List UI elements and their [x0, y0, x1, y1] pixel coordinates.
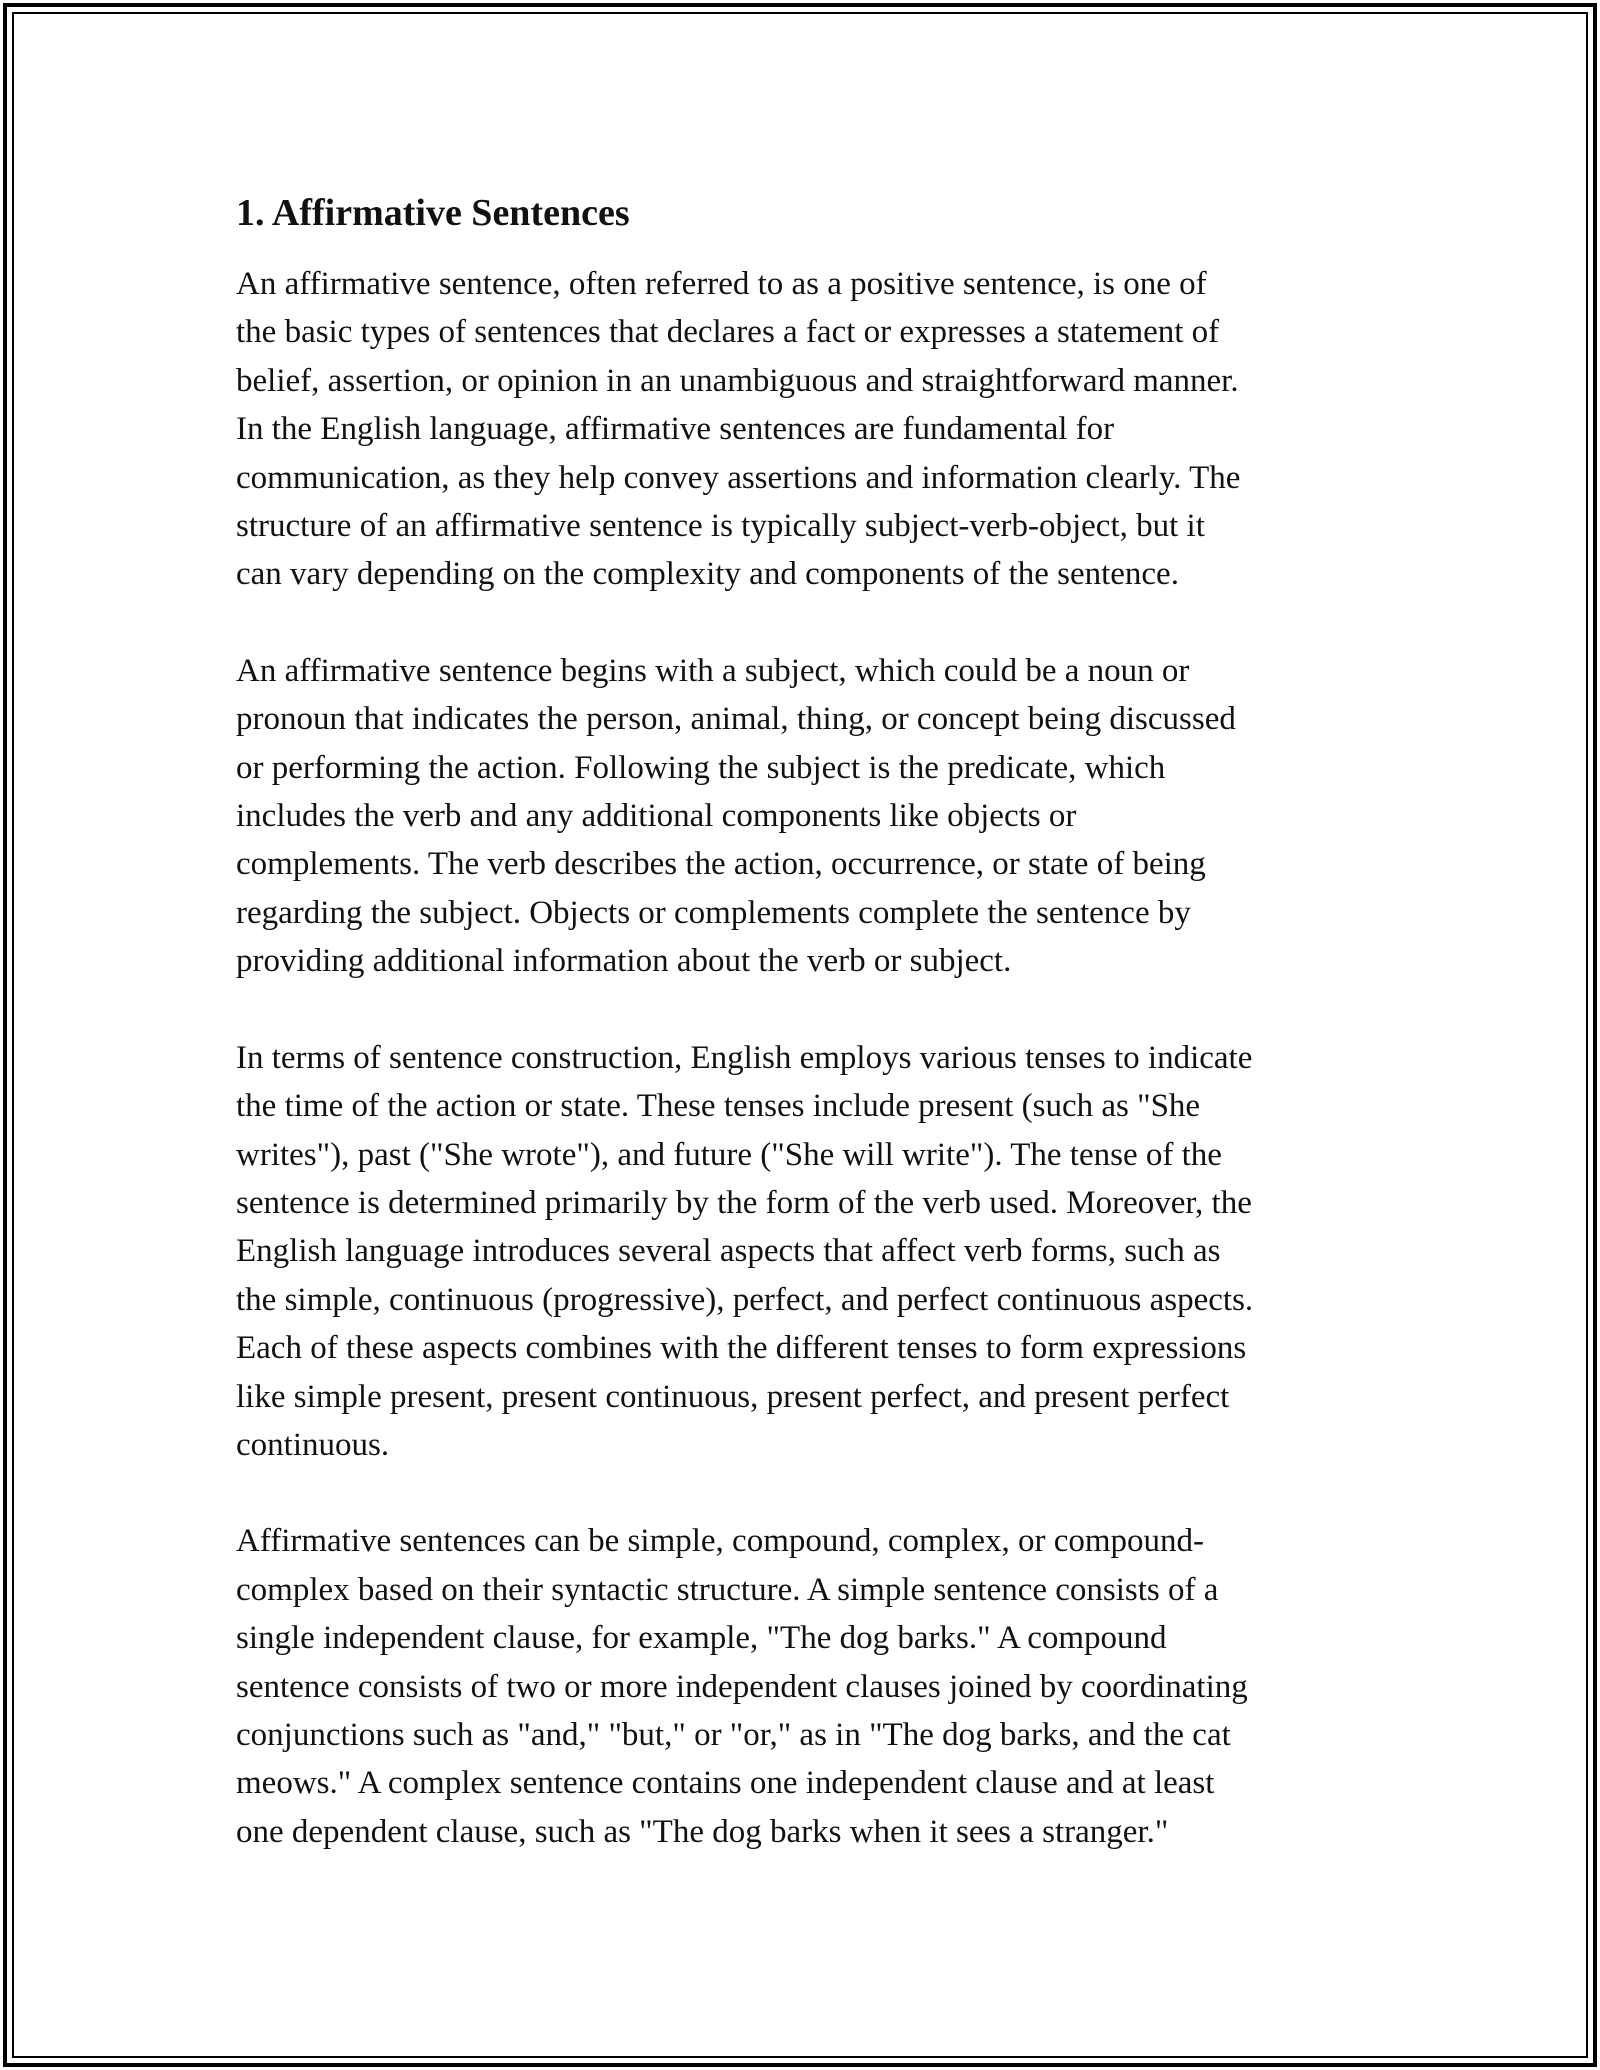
document-body: [236, 186, 1376, 1904]
paragraph-2: An affirmative sentence begins with a subject, which could be a noun or pronoun that indicates the person, animal, thing, or concept being discussed or performing the action. Following the subject is the predicate, which includes the verb and any additional components like objects or complements. The verb describes the action, occurrence, or state of being regarding the subject. Objects or complements complete the sentence by providing additional information about the verb or subject.: [236, 652, 1236, 980]
paragraph-3: In terms of sentence construction, English employs various tenses to indicate the time of the action or state. These tenses include present (such as "She writes"), past ("She wrote"), and future ("She will write"). The tense of the sentence is determined primarily by the form of the verb used. Moreover, the English language introduces several aspects that affect verb forms, such as the simple, continuous (progressive), perfect, and perfect continuous aspects. Each of these aspects combines with the different tenses to form expressions like simple present, present continuous, present perfect, and present perfect continuous.: [236, 1039, 1254, 1463]
paragraph-4: Affirmative sentences can be simple, compound, complex, or compound- complex based on their syntactic structure. A simple sentence consists of a single independent clause, for example, "The dog barks." A compound sentence consists of two or more independent clauses joined by coordinating conjunctions such as "and," "but," or "or," as in "The dog barks, and the cat meows." A complex sentence contains one independent clause and at least one dependent clause, such as "The dog barks when it sees a stranger.": [236, 1523, 1248, 1850]
section-heading: 1. Affirmative Sentences: [236, 192, 630, 234]
paragraph-1: An affirmative sentence, often referred to as a positive sentence, is one of the basic types of sentences that declares a fact or expresses a statement of belief, assertion, or opinion in an unambiguous and straightforward manner. In the English language, affirmative sentences are fundamental for communication, as they help convey assertions and information clearly. The structure of an affirmative sentence is typically subject-verb-object, but it can vary depending on the complexity and components of the sentence.: [236, 266, 1241, 593]
